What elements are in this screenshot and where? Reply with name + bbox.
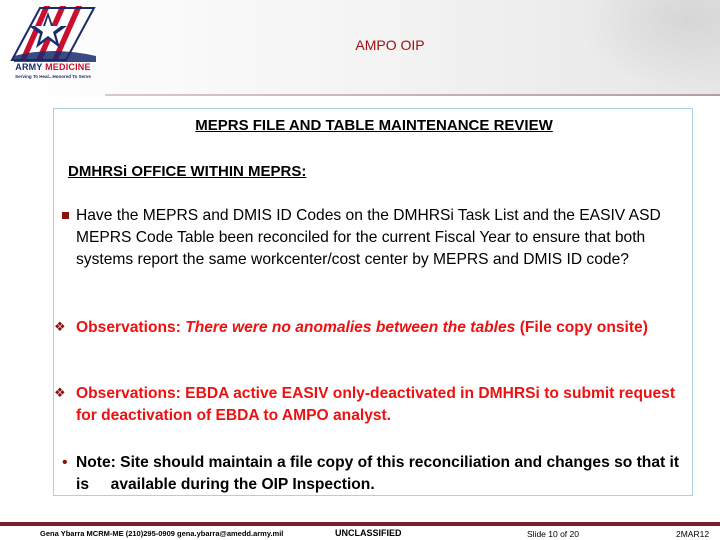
bullet-text: Have the MEPRS and DMIS ID Codes on the DMHRSi Task List and the EASIV ASD MEPRS Code Table been reconciled for the current Fiscal Year to ensure that both systems report the same workcenter/cost center by MEPRS and DMIS ID code? bbox=[76, 207, 661, 268]
logo-wordmark: ARMY MEDICINE bbox=[15, 62, 91, 72]
slide-number: Slide 10 of 20 bbox=[527, 529, 579, 539]
note-text: Note: Site should maintain a file copy of this reconciliation and changes so that it is available during the OIP Inspection. bbox=[76, 454, 684, 493]
dot-bullet-icon: • bbox=[62, 454, 68, 471]
observation-1 bbox=[54, 317, 688, 339]
observation-2-text: Observations: EBDA active EASIV only-deactivated in DMHRSi to submit request for deactivation of EBDA to AMPO analyst. bbox=[76, 385, 676, 424]
footer-contact: Gena Ybarra MCRM-ME (210)295-0909 gena.ybarra@amedd.army.mil bbox=[40, 529, 284, 538]
army-star-icon bbox=[4, 2, 102, 64]
content-box bbox=[53, 108, 693, 496]
content-heading: MEPRS FILE AND TABLE MAINTENANCE REVIEW bbox=[195, 117, 553, 134]
bullet-reconciliation bbox=[76, 205, 688, 271]
header-decoration bbox=[570, 0, 720, 96]
observation-1-text: Observations: There were no anomalies between the tables (File copy onsite) bbox=[76, 319, 648, 336]
logo-motto: Serving To Heal...Honored To Serve bbox=[15, 74, 91, 79]
slide-title: AMPO OIP bbox=[355, 37, 425, 53]
classification-label: UNCLASSIFIED bbox=[335, 528, 402, 538]
square-bullet-icon bbox=[62, 212, 69, 219]
footer-date: 2MAR12 bbox=[676, 529, 710, 539]
note-item bbox=[62, 452, 688, 496]
diamond-bullet-icon: ❖ bbox=[54, 385, 63, 400]
slide-header bbox=[0, 0, 720, 96]
observation-2 bbox=[54, 383, 688, 427]
diamond-bullet-icon: ❖ bbox=[54, 319, 63, 334]
army-medicine-logo bbox=[4, 2, 102, 92]
content-subheading: DMHRSi OFFICE WITHIN MEPRS: bbox=[68, 163, 307, 180]
slide-footer bbox=[0, 526, 720, 540]
header-divider bbox=[105, 94, 720, 96]
